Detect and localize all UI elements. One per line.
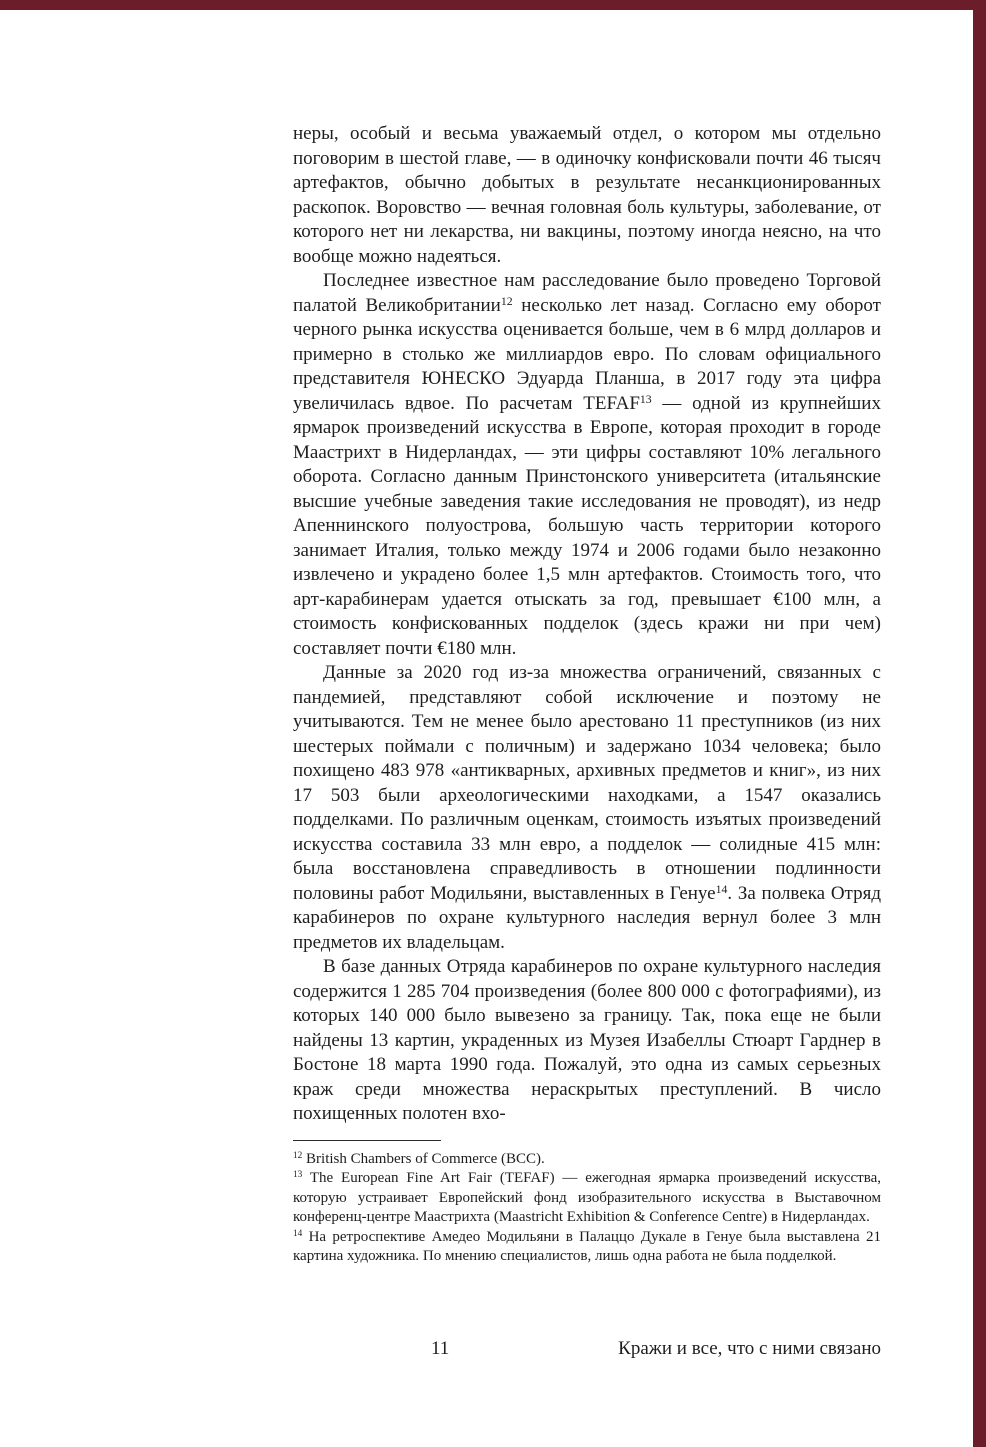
text-run: несколько лет назад. Согласно ему оборот черного рынка искусства оценивается больше, чем в 6 млрд долларов и примерно в столько же миллиардов евро. По словам официального представителя ЮНЕСКО Эдуарда Планша, в 2017 году эта цифра увеличилась вдвое. По расчетам TEFAF bbox=[293, 294, 881, 414]
page-number: 11 bbox=[431, 1338, 450, 1359]
footnote-marker: 12 bbox=[293, 1150, 303, 1161]
footnote bbox=[293, 1228, 881, 1267]
paragraph bbox=[293, 122, 881, 269]
text-run: The European Fine Art Fair (TEFAF) — ежегодная ярмарка произведений искусства, которую устраивает Европейский фонд изобразительного искусства в Выставочном конференц-центре Маастрихта (Maastricht Exhibition & Conference Centre) в Нидерландах. bbox=[293, 1170, 881, 1225]
footnotes-section bbox=[293, 1150, 881, 1267]
footnote-marker: 13 bbox=[293, 1170, 303, 1181]
footnote-marker: 13 bbox=[639, 392, 652, 406]
footnote-marker: 14 bbox=[293, 1228, 303, 1239]
text-block bbox=[293, 122, 881, 1267]
cover-edge-top bbox=[0, 0, 986, 10]
footnote-marker: 14 bbox=[715, 882, 728, 896]
footnote bbox=[293, 1150, 881, 1170]
text-run: неры, особый и весьма уважаемый отдел, о котором мы отдельно поговорим в шестой главе, — в одиночку конфисковали почти 46 тысяч артефактов, обычно добытых в результате несанкционированных раскопок. Воровство — вечная головная боль культуры, заболевание, от которого нет ни лекарства, ни вакцины, поэтому иногда неясно, на что вообще можно надеяться. bbox=[293, 123, 881, 267]
text-run: В базе данных Отряда карабинеров по охране культурного наследия содержится 1 285 704 произведения (более 800 000 с фотографиями), из которых 140 000 было вывезено за границу. Так, пока еще не были найдены 13 картин, украденных из Музея Изабеллы Стюарт Гарднер в Бостоне 18 марта 1990 года. Пожалуй, это одна из самых серьезных краж среди множества нераскрытых преступлений. В число похищенных полотен вхо- bbox=[293, 956, 881, 1124]
footnote bbox=[293, 1169, 881, 1228]
page-footer bbox=[293, 1338, 881, 1360]
body-paragraphs bbox=[293, 122, 881, 1127]
text-run: Данные за 2020 год из-за множества ограничений, связанных с пандемией, представляют собой исключение и поэтому не учитываются. Тем не менее было арестовано 11 преступников (из них шестерых поймали с поличным) и задержано 1034 человека; было похищено 483 978 «антикварных, архивных предметов и книг», из них 17 503 были археологическими находками, а 1547 оказались подделками. По различным оценкам, стоимость изъятых произведений искусства составила 33 млн евро, а подделок — солидные 415 млн: была восстановлена справедливость в отношении подлинности половины работ Модильяни, выставленных в Генуе bbox=[293, 662, 881, 904]
paragraph bbox=[293, 955, 881, 1127]
footnote-separator bbox=[293, 1140, 441, 1141]
text-run: На ретроспективе Амедео Модильяни в Палаццо Дукале в Генуе была выставлена 21 картина художника. По мнению специалистов, лишь одна работа не была подделкой. bbox=[293, 1228, 881, 1264]
paragraph bbox=[293, 269, 881, 661]
text-run: . За полвека Отряд карабинеров по охране культурного наследия вернул более 3 млн предметов их владельцам. bbox=[293, 882, 881, 953]
text-run: — одной из крупнейших ярмарок произведений искусства в Европе, которая проходит в городе Маастрихт в Нидерландах, — эти цифры составляют 10% легального оборота. Согласно данным Принстонского университета (итальянские высшие учебные заведения такие исследования не проводят), из недр Апеннинского полуострова, большую часть территории которого занимает Италия, только между 1974 и 2006 годами было незаконно извлечено и украдено более 1,5 млн артефактов. Стоимость того, что арт-карабинерам удается отыскать за год, превышает €100 млн, а стоимость конфискованных подделок (здесь кражи ни при чем) составляет почти €180 млн. bbox=[293, 392, 881, 659]
running-title: Кражи и все, что с ними связано bbox=[618, 1338, 881, 1359]
text-run: Последнее известное нам расследование было проведено Торговой палатой Великобритании bbox=[293, 270, 881, 316]
cover-edge-right bbox=[973, 0, 986, 1447]
footnote-marker: 12 bbox=[500, 294, 513, 308]
paragraph bbox=[293, 661, 881, 955]
text-run: British Chambers of Commerce (BCC). bbox=[302, 1150, 545, 1167]
